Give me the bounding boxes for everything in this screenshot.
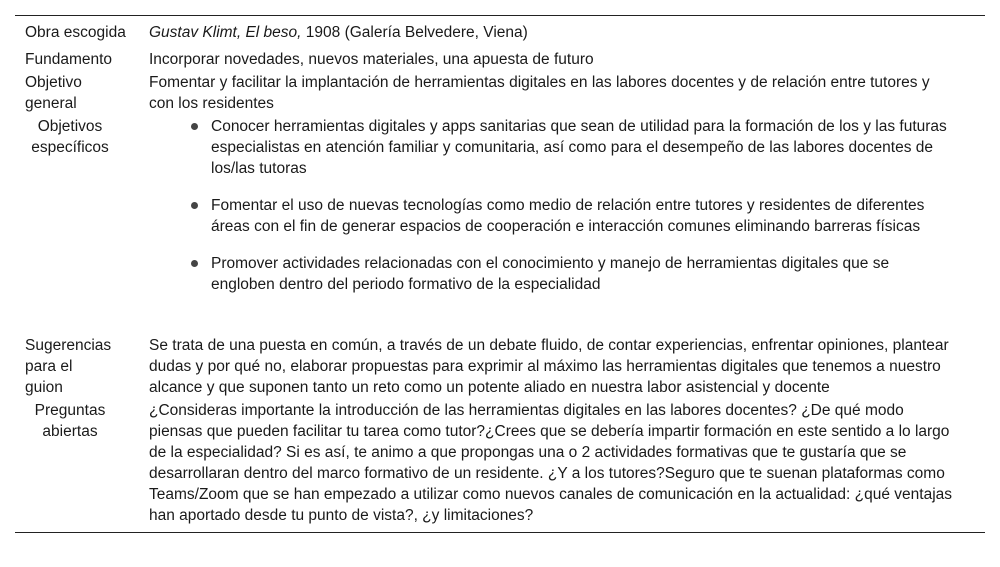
label-objetivo-general-line1: Objetivo xyxy=(25,74,82,91)
objetivo-general-value: Fomentar y facilitar la implantación de herramientas digitales en las labores docentes y de relación entre tutores y con los residentes xyxy=(149,74,930,112)
obra-title: Gustav Klimt, El beso, xyxy=(149,24,302,41)
label-preguntas-abiertas-line1: Preguntas xyxy=(34,402,106,419)
list-item: Conocer herramientas digitales y apps sanitarias que sean de utilidad para la formación de los y las futuras especialistas en atención familiar y comunitaria, así como para el desempeño de las labores docentes de los/las tutoras xyxy=(189,116,957,179)
obra-details: 1908 (Galería Belvedere, Viena) xyxy=(301,24,528,41)
row-obra-escogida xyxy=(15,16,985,43)
label-objetivo-general xyxy=(15,72,149,114)
objetivos-especificos-list xyxy=(149,116,957,295)
label-preguntas-abiertas-line2: abiertas xyxy=(42,423,98,440)
bullet-icon xyxy=(191,123,198,130)
label-sugerencias xyxy=(15,335,149,398)
label-sugerencias-line2: para el xyxy=(25,358,73,375)
row-objetivo-general xyxy=(15,72,985,114)
row-objetivos-especificos xyxy=(15,116,985,335)
label-sugerencias-line1: Sugerencias xyxy=(25,337,112,354)
objetivos-especificos-list-container xyxy=(149,116,985,295)
activity-table xyxy=(15,15,985,533)
bullet-icon xyxy=(191,260,198,267)
label-objetivos-especificos-line1: Objetivos xyxy=(37,118,103,135)
label-objetivos-especificos xyxy=(15,116,125,295)
list-item: Promover actividades relacionadas con el conocimiento y manejo de herramientas digitales que se engloben dentro del periodo formativo de la especialidad xyxy=(189,253,957,295)
list-item: Fomentar el uso de nuevas tecnologías como medio de relación entre tutores y residentes de diferentes áreas con el fin de generar espacios de cooperación e interacción comunes eliminando barreras físicas xyxy=(189,195,957,237)
obra-escogida-value xyxy=(149,22,985,43)
label-objetivo-general-line2: general xyxy=(25,95,77,112)
label-fundamento: Fundamento xyxy=(25,51,113,68)
row-preguntas-abiertas xyxy=(15,400,985,532)
row-sugerencias xyxy=(15,335,985,398)
preguntas-abiertas-value: ¿Consideras importante la introducción de las herramientas digitales en las labores docentes? ¿De qué modo piensas que pueden facilitar tu tarea como tutor?¿Crees que se debería impartir formación en este sentido a lo largo de la especialidad? Si es así, te animo a que propongas una o 2 actividades formativas que te gustaría que se desarrollaran dentro del marco formativo de un residente. ¿Y a los tutores?Seguro que te suenan plataformas como Teams/Zoom que se han empezado a utilizar como nuevos canales de comunicación en la actualidad: ¿qué ventajas han aportado desde tu punto de vista?, ¿y limitaciones? xyxy=(149,402,953,524)
label-objetivos-especificos-line2: específicos xyxy=(31,139,109,156)
bullet-icon xyxy=(191,202,198,209)
fundamento-value: Incorporar novedades, nuevos materiales, una apuesta de futuro xyxy=(149,51,594,68)
label-sugerencias-line3: guion xyxy=(25,379,63,396)
label-preguntas-abiertas xyxy=(15,400,125,526)
row-fundamento xyxy=(15,49,985,70)
label-obra-escogida: Obra escogida xyxy=(25,24,126,41)
sugerencias-value: Se trata de una puesta en común, a través de un debate fluido, de contar experiencias, enfrentar opiniones, plantear dudas y por qué no, elaborar propuestas para exprimir al máximo las herramientas digitales que tenemos a nuestro alcance y que suponen tanto un reto como un potente aliado en nuestra labor asistencial y docente xyxy=(149,337,949,396)
